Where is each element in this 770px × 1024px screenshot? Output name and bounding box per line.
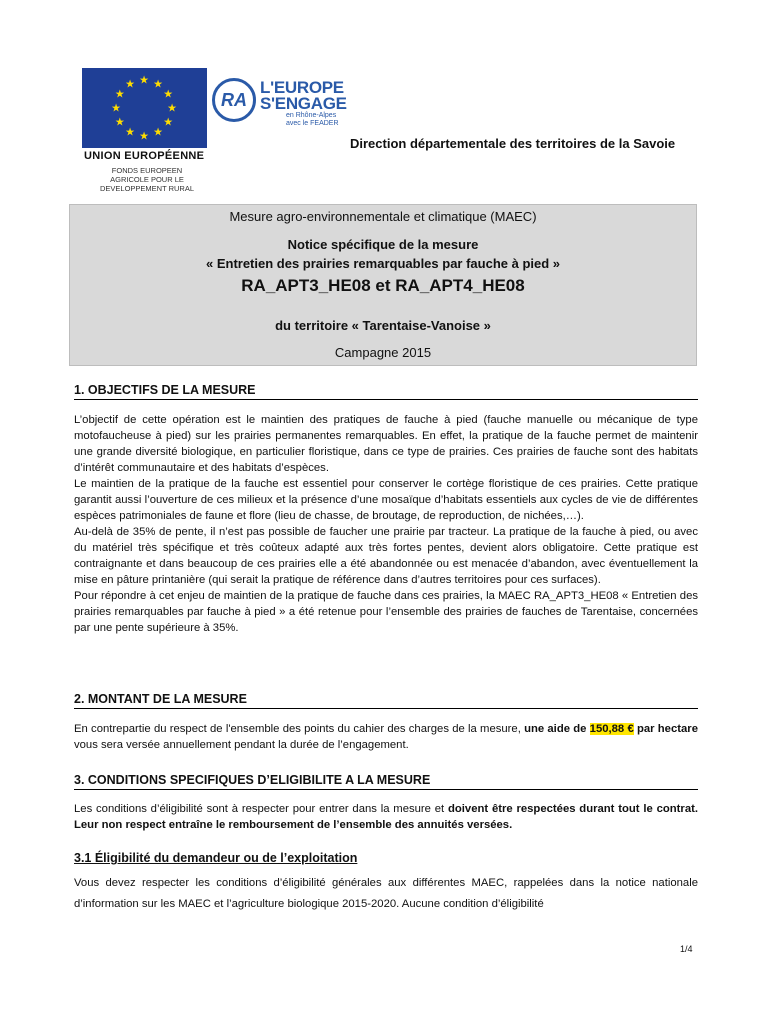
paragraph: L’objectif de cette opération est le maintien des pratiques de fauche à pied (fauche manuelle ou mécanique de type motofaucheuse à pied) sur les prairies permanentes remarquables. En effet, la pratique de la fauche permet de maintenir une grande diversité biologique, en particulier floristique, dans ce type de prairies. Ces prairies de fauche sont des habitats d’intérêt communautaire et des habitats d’espèces. (74, 414, 698, 474)
measure-name: « Entretien des prairies remarquables par fauche à pied » (205, 256, 561, 271)
section-3-title: 3. CONDITIONS SPECIFIQUES D’ELIGIBILITE A LA MESURE (74, 773, 698, 790)
eu-label: UNION EUROPÉENNE (84, 150, 205, 162)
paragraph: Pour répondre à cet enjeu de maintien de la pratique de fauche dans ces prairies, la MAEC RA_APT3_HE08 « Entretien des prairies remarquables par fauche à pied » a été retenue pour l’ensemble des prairies de fauches de Tarentaise, concernées par une pente supérieure à 35%. (74, 590, 698, 634)
star-icon: ★ (125, 78, 135, 91)
ra-logo-icon: RA (212, 78, 256, 122)
eu-stars-icon (82, 68, 207, 148)
paragraph: Au-delà de 35% de pente, il n’est pas possible de faucher une prairie par tracteur. La pratique de la fauche à pied, ou avec du matériel très spécifique et très coûteux adapté aux très fortes pentes, devient alors obligatoire. Cette pratique est contraignante et dans beaucoup de ces prairies elle a été abandonnée ou est menacée d’abandon, avec éventuellement la mise en pâture printanière (qui serait la pratique de référence dans d’autres territoires pour ces surfaces). (74, 526, 698, 586)
section-1-body (74, 412, 698, 636)
text: Les conditions d’éligibilité sont à respecter pour entrer dans la mesure et (74, 803, 448, 815)
measure-type: Mesure agro-environnementale et climatique (MAEC) (229, 209, 537, 224)
star-icon: ★ (163, 88, 174, 101)
star-icon: ★ (111, 102, 121, 115)
campaign: Campagne 2015 (334, 345, 432, 360)
paragraph (74, 721, 698, 753)
star-icon: ★ (114, 88, 125, 101)
subsection-3-1-body: Vous devez respecter les conditions d’éligibilité générales aux différentes MAEC, rappelées dans la notice nationale d’information sur les MAEC et l’agriculture biologique 2015-2020. Aucune condition d’éligibilité (74, 877, 698, 910)
section-2-body (74, 721, 698, 753)
direction-heading: Direction départementale des territoires de la Savoie (350, 136, 676, 151)
subsection-3-1-title: 3.1 Éligibilité du demandeur ou de l’exploitation (74, 851, 358, 865)
star-icon: ★ (153, 78, 163, 91)
text: En contrepartie du respect de l'ensemble des points du cahier des charges de la mesure, (74, 723, 525, 735)
notice-title: Notice spécifique de la mesure (287, 237, 479, 252)
ra-logo-line1: L'EUROPE (260, 78, 344, 97)
text: vous sera versée annuellement pendant la durée de l’engagement. (74, 739, 409, 751)
star-icon: ★ (163, 116, 174, 129)
section-1-title: 1. OBJECTIFS DE LA MESURE (74, 383, 698, 400)
title-box (69, 204, 697, 366)
amount-highlight: 150,88 € (589, 723, 634, 735)
star-icon: ★ (139, 130, 149, 143)
page-number: 1/4 (680, 944, 693, 954)
ra-logo-line2: S'ENGAGE (260, 94, 347, 113)
eu-fund-label: FONDS EUROPEEN AGRICOLE POUR LE DEVELOPPEMENT RURAL (99, 166, 195, 193)
europe-engage-logo (212, 74, 352, 130)
paragraph (74, 801, 698, 833)
territory: du territoire « Tarentaise-Vanoise » (275, 318, 491, 333)
section-2-title: 2. MONTANT DE LA MESURE (74, 692, 698, 709)
measure-codes: RA_APT3_HE08 et RA_APT4_HE08 (241, 276, 525, 295)
star-icon: ★ (153, 126, 163, 139)
star-icon: ★ (114, 116, 125, 129)
star-icon: ★ (125, 126, 135, 139)
section-3-body (74, 801, 698, 833)
star-icon: ★ (167, 102, 177, 115)
eu-flag-logo (82, 68, 207, 148)
star-icon: ★ (139, 74, 149, 87)
ra-logo-line3: en Rhône-Alpes avec le FEADER (286, 112, 339, 127)
text-bold: une aide de (524, 723, 587, 735)
text-bold: doivent être respectées durant tout le contrat. Leur non respect entraîne le remboursement de l’ensemble des annuités versées. (74, 803, 698, 831)
paragraph: Le maintien de la pratique de la fauche est essentiel pour conserver le cortège floristique de ces prairies. Cette pratique garantit aussi l’ouverture de ces milieux et la présence d’une mosaïque d’habitats essentiels aux cycles de vie de différentes espèces patrimoniales de faune et flore (lieu de chasse, de broutage, de reproduction, de nichées,…). (74, 478, 698, 522)
text-bold: par hectare (633, 723, 698, 735)
